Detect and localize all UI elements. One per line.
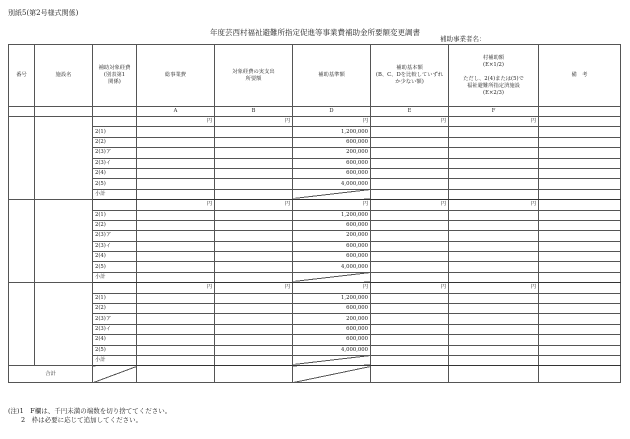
item-label: 2(3)イ — [93, 241, 137, 251]
grand-total-target-diagonal — [93, 366, 137, 383]
header-target-expense: 補助対象経費 (別表第1 関係) — [93, 45, 137, 107]
item-label: 小計 — [93, 189, 137, 199]
table-row — [9, 137, 621, 147]
net-cost-cell[interactable]: 円 — [215, 200, 293, 210]
base-amount-cell[interactable] — [371, 148, 449, 158]
standard-amount-cell: 600,000 — [293, 241, 371, 251]
standard-amount-cell: 600,000 — [293, 158, 371, 168]
header-net-cost: 対象経費の実支出 所要額 — [215, 45, 293, 107]
net-cost-cell[interactable] — [215, 272, 293, 282]
col-letter-e: E — [371, 107, 449, 117]
total-cost-cell[interactable] — [137, 314, 215, 324]
village-subsidy-cell[interactable] — [449, 127, 539, 137]
remarks-cell[interactable] — [539, 355, 621, 365]
item-label: 2(2) — [93, 220, 137, 230]
village-subsidy-cell[interactable] — [449, 272, 539, 282]
base-amount-cell[interactable]: 円 — [371, 117, 449, 127]
header-facility-name: 施設名 — [35, 45, 93, 107]
village-subsidy-cell[interactable] — [449, 241, 539, 251]
remarks-cell[interactable] — [539, 324, 621, 334]
table-row — [9, 179, 621, 189]
village-subsidy-cell[interactable] — [449, 158, 539, 168]
item-label: 小計 — [93, 355, 137, 365]
village-subsidy-cell[interactable] — [449, 324, 539, 334]
village-subsidy-cell[interactable]: 円 — [449, 283, 539, 293]
table-row — [9, 252, 621, 262]
net-cost-cell[interactable] — [215, 158, 293, 168]
remarks-cell[interactable] — [539, 345, 621, 355]
base-amount-cell[interactable] — [371, 179, 449, 189]
net-cost-cell[interactable] — [215, 293, 293, 303]
number-cell[interactable] — [9, 200, 35, 283]
table-row — [9, 241, 621, 251]
standard-amount-cell: 200,000 — [293, 148, 371, 158]
village-subsidy-cell[interactable]: 円 — [449, 117, 539, 127]
item-label: 2(3)イ — [93, 324, 137, 334]
standard-amount-subtotal-diagonal — [293, 272, 371, 282]
remarks-cell[interactable] — [539, 117, 621, 127]
item-label: 2(3)イ — [93, 158, 137, 168]
standard-amount-cell: 4,000,000 — [293, 345, 371, 355]
village-subsidy-cell[interactable] — [449, 262, 539, 272]
remarks-cell[interactable] — [539, 210, 621, 220]
village-subsidy-cell[interactable] — [449, 335, 539, 345]
total-cost-cell[interactable] — [137, 158, 215, 168]
net-cost-cell[interactable]: 円 — [215, 117, 293, 127]
total-cost-cell[interactable] — [137, 304, 215, 314]
table-row — [9, 304, 621, 314]
col-letter-a: A — [137, 107, 215, 117]
standard-amount-cell: 1,200,000 — [293, 293, 371, 303]
net-cost-cell[interactable] — [215, 179, 293, 189]
remarks-cell[interactable] — [539, 179, 621, 189]
table-row — [9, 283, 621, 293]
table-row — [9, 220, 621, 230]
header-base-amount: 補助基本額 (B、C、Dを比較していずれ か少ない額) — [371, 45, 449, 107]
remarks-cell[interactable] — [539, 272, 621, 282]
standard-amount-cell[interactable]: 円 — [293, 200, 371, 210]
col-letter-d: D — [293, 107, 371, 117]
remarks-cell[interactable] — [539, 158, 621, 168]
table-row — [9, 210, 621, 220]
table-row — [9, 127, 621, 137]
standard-amount-cell: 4,000,000 — [293, 262, 371, 272]
table-row — [9, 355, 621, 365]
village-subsidy-cell[interactable] — [449, 220, 539, 230]
table-row — [9, 262, 621, 272]
remarks-cell[interactable] — [539, 189, 621, 199]
remarks-cell[interactable] — [539, 314, 621, 324]
net-cost-cell[interactable] — [215, 335, 293, 345]
grand-total-standard-amount-cell — [293, 366, 371, 383]
table-row — [9, 293, 621, 303]
grand-total-label: 合計 — [9, 366, 93, 383]
total-cost-cell[interactable] — [137, 210, 215, 220]
base-amount-cell[interactable]: 円 — [371, 283, 449, 293]
net-cost-cell[interactable] — [215, 210, 293, 220]
total-cost-cell[interactable] — [137, 345, 215, 355]
grand-total-base-amount-cell[interactable] — [371, 366, 449, 383]
village-subsidy-cell[interactable] — [449, 189, 539, 199]
base-amount-cell[interactable] — [371, 324, 449, 334]
remarks-cell[interactable] — [539, 200, 621, 210]
number-cell[interactable] — [9, 283, 35, 366]
grand-total-net-cost-cell[interactable] — [215, 366, 293, 383]
village-subsidy-cell[interactable] — [449, 168, 539, 178]
total-cost-cell[interactable]: 円 — [137, 200, 215, 210]
item-label: 2(3)ア — [93, 148, 137, 158]
base-amount-cell[interactable] — [371, 189, 449, 199]
base-amount-cell[interactable] — [371, 355, 449, 365]
facility-name-cell[interactable] — [35, 117, 93, 200]
standard-amount-cell: 4,000,000 — [293, 179, 371, 189]
remarks-cell[interactable] — [539, 220, 621, 230]
net-cost-cell[interactable] — [215, 324, 293, 334]
item-label: 2(1) — [93, 210, 137, 220]
table-row — [9, 117, 621, 127]
table-row — [9, 272, 621, 282]
remarks-cell[interactable] — [539, 283, 621, 293]
col-letter-f: F — [449, 107, 539, 117]
standard-amount-subtotal-diagonal — [293, 355, 371, 365]
standard-amount-cell: 600,000 — [293, 324, 371, 334]
total-cost-cell[interactable] — [137, 179, 215, 189]
total-cost-cell[interactable] — [137, 355, 215, 365]
facility-name-cell[interactable] — [35, 283, 93, 366]
total-cost-cell[interactable]: 円 — [137, 117, 215, 127]
net-cost-cell[interactable] — [215, 137, 293, 147]
total-cost-cell[interactable] — [137, 168, 215, 178]
budget-change-table — [8, 44, 621, 383]
net-cost-cell[interactable]: 円 — [215, 283, 293, 293]
item-label: 2(4) — [93, 168, 137, 178]
number-cell[interactable] — [9, 117, 35, 200]
total-cost-cell[interactable] — [137, 148, 215, 158]
village-subsidy-cell[interactable] — [449, 314, 539, 324]
item-label: 2(2) — [93, 304, 137, 314]
col-letter-b: B — [215, 107, 293, 117]
total-cost-cell[interactable] — [137, 231, 215, 241]
item-label: 2(2) — [93, 137, 137, 147]
remarks-cell[interactable] — [539, 137, 621, 147]
base-amount-cell[interactable] — [371, 314, 449, 324]
net-cost-cell[interactable] — [215, 168, 293, 178]
base-amount-cell[interactable] — [371, 304, 449, 314]
total-cost-cell[interactable] — [137, 137, 215, 147]
total-cost-cell[interactable] — [137, 262, 215, 272]
village-subsidy-cell[interactable] — [449, 345, 539, 355]
net-cost-cell[interactable] — [215, 189, 293, 199]
base-amount-cell[interactable] — [371, 345, 449, 355]
item-label: 2(4) — [93, 252, 137, 262]
table-row — [9, 335, 621, 345]
remarks-cell[interactable] — [539, 262, 621, 272]
item-label: 2(5) — [93, 345, 137, 355]
item-label: 2(3)ア — [93, 314, 137, 324]
standard-amount-cell: 600,000 — [293, 137, 371, 147]
form-reference: 別紙5(第2号様式関係) — [8, 9, 79, 17]
total-cost-cell[interactable] — [137, 252, 215, 262]
base-amount-cell[interactable]: 円 — [371, 200, 449, 210]
total-cost-cell[interactable] — [137, 241, 215, 251]
standard-amount-cell: 600,000 — [293, 252, 371, 262]
remarks-cell[interactable] — [539, 127, 621, 137]
village-subsidy-cell[interactable]: 円 — [449, 200, 539, 210]
base-amount-cell[interactable] — [371, 210, 449, 220]
header-remarks: 備 考 — [539, 45, 621, 107]
standard-amount-subtotal-diagonal — [293, 189, 371, 199]
village-subsidy-cell[interactable] — [449, 231, 539, 241]
net-cost-cell[interactable] — [215, 231, 293, 241]
net-cost-cell[interactable] — [215, 252, 293, 262]
total-cost-cell[interactable] — [137, 220, 215, 230]
village-subsidy-cell[interactable] — [449, 179, 539, 189]
grand-total-village-subsidy-cell[interactable] — [449, 366, 539, 383]
village-subsidy-cell[interactable] — [449, 304, 539, 314]
net-cost-cell[interactable] — [215, 241, 293, 251]
remarks-cell[interactable] — [539, 335, 621, 345]
item-label: 2(5) — [93, 179, 137, 189]
remarks-cell[interactable] — [539, 252, 621, 262]
total-cost-cell[interactable] — [137, 127, 215, 137]
base-amount-cell[interactable] — [371, 220, 449, 230]
base-amount-cell[interactable] — [371, 293, 449, 303]
village-subsidy-cell[interactable] — [449, 148, 539, 158]
total-cost-cell[interactable] — [137, 293, 215, 303]
grand-total-row — [9, 366, 621, 383]
item-label: 2(3)ア — [93, 231, 137, 241]
base-amount-cell[interactable] — [371, 272, 449, 282]
standard-amount-cell: 600,000 — [293, 220, 371, 230]
table-row — [9, 345, 621, 355]
net-cost-cell[interactable] — [215, 345, 293, 355]
applicant-name-field[interactable]: 補助事業者名： — [440, 34, 616, 45]
header-number: 番号 — [9, 45, 35, 107]
base-amount-cell[interactable] — [371, 158, 449, 168]
village-subsidy-cell[interactable] — [449, 355, 539, 365]
header-village-subsidy: 村補助額 (E×1/2) ただし、2(4)または(5)で 福祉避難所指定済施設 (E×2/3) — [449, 45, 539, 107]
total-cost-cell[interactable] — [137, 189, 215, 199]
table-row — [9, 168, 621, 178]
item-label: 2(1) — [93, 127, 137, 137]
item-label: 2(4) — [93, 335, 137, 345]
standard-amount-cell: 200,000 — [293, 231, 371, 241]
note-1: (注)1 F欄は、千円未満の端数を切り捨ててください。 — [8, 407, 172, 415]
facility-name-cell[interactable] — [35, 200, 93, 283]
standard-amount-cell: 200,000 — [293, 314, 371, 324]
net-cost-cell[interactable] — [215, 355, 293, 365]
village-subsidy-cell[interactable] — [449, 252, 539, 262]
base-amount-cell[interactable] — [371, 168, 449, 178]
remarks-cell[interactable] — [539, 241, 621, 251]
base-amount-cell[interactable] — [371, 262, 449, 272]
net-cost-cell[interactable] — [215, 127, 293, 137]
remarks-cell[interactable] — [539, 304, 621, 314]
total-cost-cell[interactable] — [137, 324, 215, 334]
base-amount-cell[interactable] — [371, 252, 449, 262]
remarks-cell[interactable] — [539, 293, 621, 303]
standard-amount-cell: 600,000 — [293, 168, 371, 178]
net-cost-cell[interactable] — [215, 148, 293, 158]
remarks-cell[interactable] — [539, 168, 621, 178]
net-cost-cell[interactable] — [215, 304, 293, 314]
remarks-cell[interactable] — [539, 231, 621, 241]
item-label — [93, 200, 137, 210]
village-subsidy-cell[interactable] — [449, 210, 539, 220]
page-title: 年度芸西村福祉避難所指定促進等事業費補助金所要額変更調書 — [210, 28, 420, 37]
total-cost-cell[interactable]: 円 — [137, 283, 215, 293]
standard-amount-cell: 1,200,000 — [293, 127, 371, 137]
table-row — [9, 148, 621, 158]
standard-amount-cell: 600,000 — [293, 304, 371, 314]
net-cost-cell[interactable] — [215, 314, 293, 324]
standard-amount-cell[interactable]: 円 — [293, 283, 371, 293]
header-total-cost: 総事業費 — [137, 45, 215, 107]
item-label — [93, 283, 137, 293]
item-label — [93, 117, 137, 127]
item-label: 2(5) — [93, 262, 137, 272]
table-row — [9, 324, 621, 334]
base-amount-cell[interactable] — [371, 241, 449, 251]
table-row — [9, 189, 621, 199]
table-row — [9, 200, 621, 210]
village-subsidy-cell[interactable] — [449, 293, 539, 303]
item-label: 2(1) — [93, 293, 137, 303]
grand-total-remarks-cell[interactable] — [539, 366, 621, 383]
header-standard-amount: 補助基準額 — [293, 45, 371, 107]
base-amount-cell[interactable] — [371, 137, 449, 147]
remarks-cell[interactable] — [539, 148, 621, 158]
total-cost-cell[interactable] — [137, 272, 215, 282]
grand-total-total-cost-cell[interactable] — [137, 366, 215, 383]
note-2: 2 枠は必要に応じて追加してください。 — [8, 416, 143, 424]
village-subsidy-cell[interactable] — [449, 137, 539, 147]
table-row — [9, 231, 621, 241]
total-cost-cell[interactable] — [137, 335, 215, 345]
item-label: 小計 — [93, 272, 137, 282]
standard-amount-cell[interactable]: 円 — [293, 117, 371, 127]
standard-amount-cell: 600,000 — [293, 335, 371, 345]
net-cost-cell[interactable] — [215, 220, 293, 230]
base-amount-cell[interactable] — [371, 231, 449, 241]
net-cost-cell[interactable] — [215, 262, 293, 272]
table-row — [9, 314, 621, 324]
table-row — [9, 158, 621, 168]
standard-amount-cell: 1,200,000 — [293, 210, 371, 220]
base-amount-cell[interactable] — [371, 335, 449, 345]
base-amount-cell[interactable] — [371, 127, 449, 137]
